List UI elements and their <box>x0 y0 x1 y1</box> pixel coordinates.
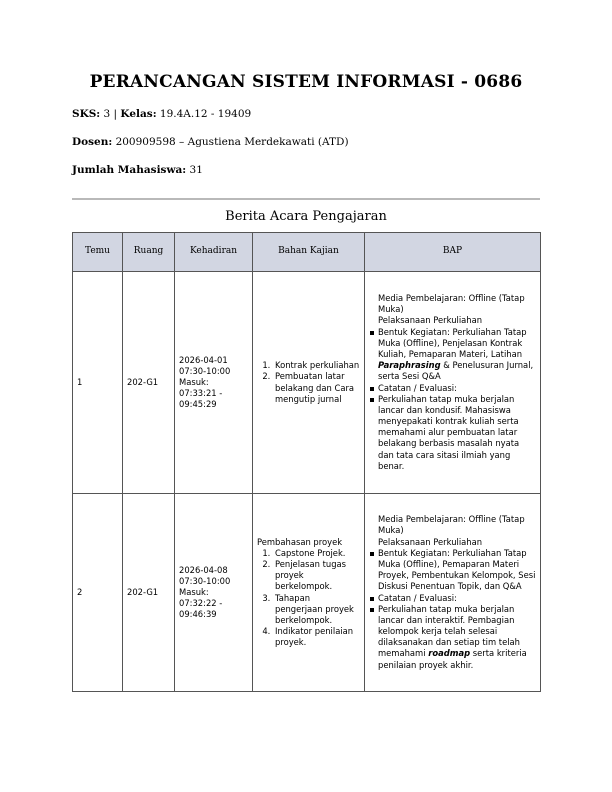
dosen-label: Dosen: <box>72 136 113 148</box>
jumlah-value: 31 <box>189 164 203 176</box>
list-item: 1. Capstone Projek. <box>273 548 360 559</box>
cell-temu: 2 <box>73 494 123 692</box>
column-header-temu: Temu <box>73 233 123 272</box>
topic-list <box>257 360 360 405</box>
bap-bentuk-text: Bentuk Kegiatan: Perkuliahan Tatap Muka (Offline), Penjelasan Kontrak Kuliah, Pemaparan Materi, Latihan <box>378 326 527 359</box>
table-row <box>73 494 541 692</box>
kelas-label: Kelas: <box>120 108 157 120</box>
cell-kehadiran: 2026-04-01 07:30-10:00 Masuk: 07:33:21 - 09:45:29 <box>175 272 253 494</box>
list-item: 4. Indikator penilaian proyek. <box>273 626 360 648</box>
column-header-bap: BAP <box>365 233 541 272</box>
cell-bahan-kajian <box>253 272 365 494</box>
dosen-value: 200909598 – Agustiena Merdekawati (ATD) <box>115 136 349 148</box>
jumlah-label: Jumlah Mahasiswa: <box>72 164 187 176</box>
list-item: 1. Kontrak perkuliahan <box>273 360 360 371</box>
bap-list <box>369 514 536 670</box>
bap-pelaksanaan: Pelaksanaan Perkuliahan <box>378 536 483 547</box>
cell-bahan-kajian <box>253 494 365 692</box>
bap-table <box>72 232 541 692</box>
page-title: PERANCANGAN SISTEM INFORMASI - 0686 <box>89 72 523 92</box>
column-header-bahan-kajian: Bahan Kajian <box>253 233 365 272</box>
table-row <box>73 272 541 494</box>
cell-bap <box>365 494 541 692</box>
bap-evaluasi-tail: serta kriteria penilaian proyek akhir. <box>378 648 527 670</box>
sks-value: 3 <box>103 108 111 120</box>
topic-list <box>257 548 360 649</box>
section-title: Berita Acara Pengajaran <box>225 209 387 224</box>
bap-bentuk-emphasis: Paraphrasing <box>378 360 441 371</box>
cell-bap <box>365 272 541 494</box>
bap-media: Media Pembelajaran: Offline (Tatap Muka) <box>378 293 525 315</box>
bap-bentuk-kegiatan <box>378 548 536 593</box>
bap-list <box>369 293 536 472</box>
bap-pelaksanaan: Pelaksanaan Perkuliahan <box>378 315 483 326</box>
table-header-row <box>73 233 541 272</box>
cell-temu: 1 <box>73 272 123 494</box>
list-item: 2. Pembuatan latar belakang dan Cara mengutip jurnal <box>273 371 360 405</box>
column-header-ruang: Ruang <box>123 233 175 272</box>
bap-catatan: Catatan / Evaluasi: <box>378 383 536 394</box>
kelas-value: 19.4A.12 - 19409 <box>159 108 252 120</box>
jumlah-line <box>72 164 203 176</box>
list-item: 3. Tahapan pengerjaan proyek berkelompok. <box>273 593 360 627</box>
bap-bentuk-tail: & Penelusuran Jurnal, serta Sesi Q&A <box>378 360 534 382</box>
list-item: 2. Penjelasan tugas proyek berkelompok. <box>273 559 360 593</box>
cell-ruang: 202-G1 <box>123 272 175 494</box>
bap-evaluasi-text: Perkuliahan tatap muka berjalan lancar dan interaktif. Pembagian kelompok kerja telah selesai dilaksanakan dan setiap tim telah memahami <box>378 603 520 659</box>
column-header-kehadiran: Kehadiran <box>175 233 253 272</box>
bap-evaluasi <box>378 604 536 671</box>
bap-bentuk-kegiatan <box>378 327 536 383</box>
bap-evaluasi <box>378 394 536 472</box>
bap-evaluasi-emphasis: roadmap <box>428 648 471 659</box>
cell-kehadiran: 2026-04-08 07:30-10:00 Masuk: 07:32:22 - 09:46:39 <box>175 494 253 692</box>
divider <box>72 198 540 200</box>
bap-catatan: Catatan / Evaluasi: <box>378 593 536 604</box>
bap-evaluasi-text: Perkuliahan tatap muka berjalan lancar dan kondusif. Mahasiswa menyepakati kontrak kuliah serta memahami alur pembuatan latar belakang berbasis masalah nyata dan tata cara sitasi ilmiah yang benar. <box>378 393 520 471</box>
topic-intro: Pembahasan proyek <box>257 536 343 547</box>
bap-bentuk-text: Bentuk Kegiatan: Perkuliahan Tatap Muka (Offline), Pemaparan Materi Proyek, Pembentukan Kelompok, Sesi Diskusi Penentuan Topik, dan Q&A <box>378 547 536 592</box>
sks-kelas-line: SKS: 3 | Kelas: 19.4A.12 - 19409 <box>72 108 252 120</box>
dosen-line <box>72 136 349 148</box>
bap-media: Media Pembelajaran: Offline (Tatap Muka) <box>378 514 525 536</box>
sks-label: SKS: <box>72 108 101 120</box>
cell-ruang: 202-G1 <box>123 494 175 692</box>
